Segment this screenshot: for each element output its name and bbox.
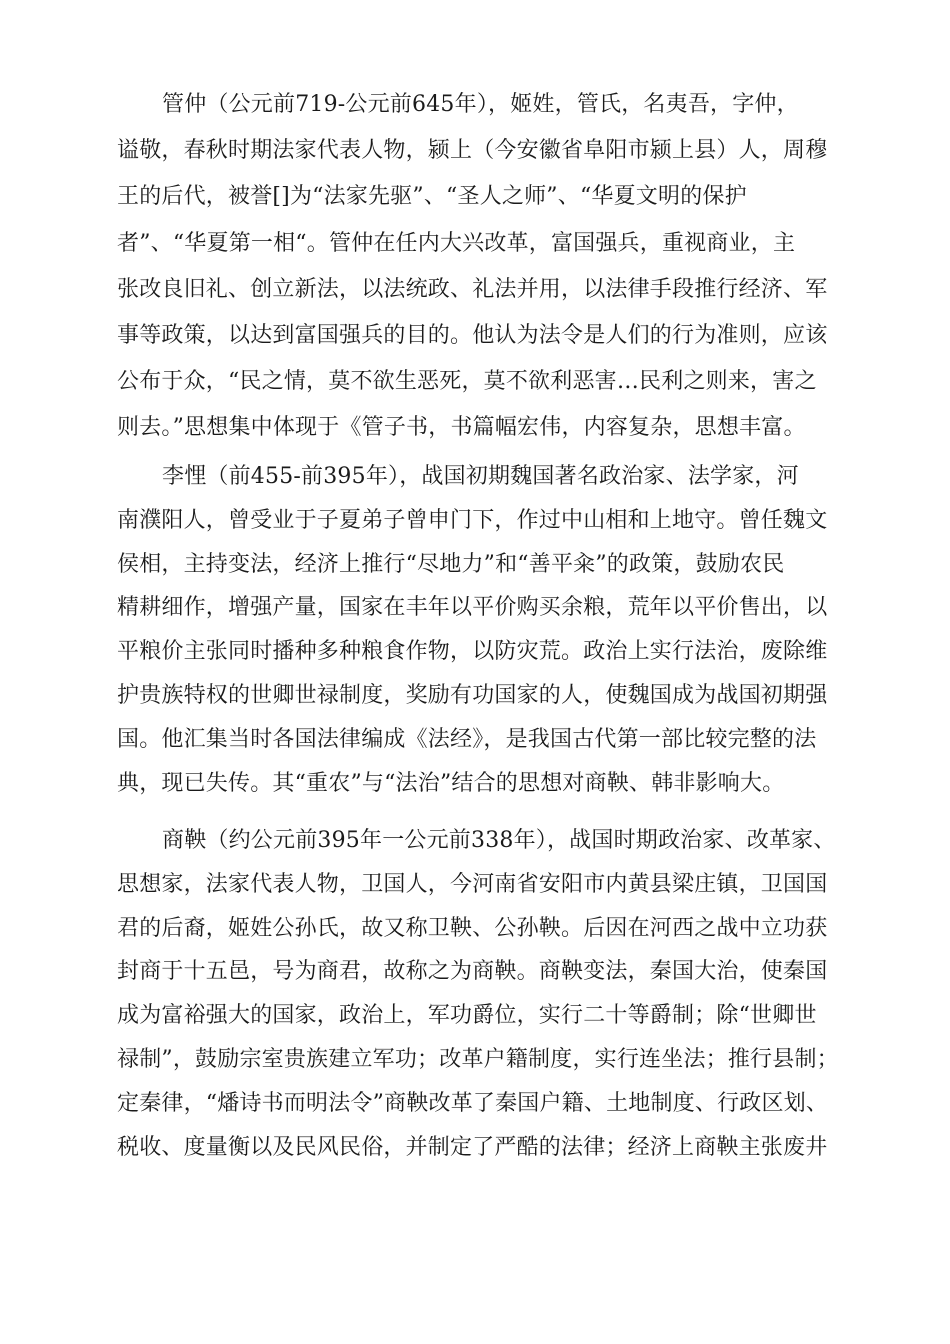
text-line: 成为富裕强大的国家，政治上，军功爵位，实行二十等爵制；除“世卿世 bbox=[117, 1003, 817, 1028]
text-line: 典，现已失传。其“重农”与“法治”结合的思想对商鞅、韩非影响大。 bbox=[117, 771, 785, 796]
text-line: 封商于十五邑，号为商君，故称之为商鞅。商鞅变法，秦国大治，使秦国 bbox=[117, 959, 828, 984]
text-line: 护贵族特权的世卿世禄制度，奖励有功国家的人，使魏国成为战国初期强 bbox=[117, 683, 828, 708]
text-line: 王的后代，被誉[]为“法家先驱”、“圣人之师”、“华夏文明的保护 bbox=[117, 184, 747, 209]
text-line: 税收、度量衡以及民风民俗，并制定了严酷的法律；经济上商鞅主张废井 bbox=[117, 1135, 828, 1160]
text-line: 张改良旧礼、创立新法，以法统政、礼法并用，以法律手段推行经济、军 bbox=[117, 277, 828, 302]
text-line: 君的后裔，姬姓公孙氏，故又称卫鞅、公孙鞅。后因在河西之战中立功获 bbox=[117, 916, 828, 941]
text-line: 侯相，主持变法，经济上推行“尽地力”和“善平籴”的政策，鼓励农民 bbox=[117, 552, 785, 577]
text-line: 定秦律，“燔诗书而明法令”商鞅改革了秦国户籍、土地制度、行政区划、 bbox=[117, 1091, 829, 1116]
text-line: 则去。”思想集中体现于《管子书，书篇幅宏伟，内容复杂，思想丰富。 bbox=[117, 415, 806, 440]
text-line: 李悝（前455-前395年），战国初期魏国著名政治家、法学家，河 bbox=[162, 464, 799, 489]
text-line: 精耕细作，增强产量，国家在丰年以平价购买余粮，荒年以平价售出，以 bbox=[117, 595, 828, 620]
text-line: 南濮阳人，曾受业于子夏弟子曾申门下，作过中山相和上地守。曾任魏文 bbox=[117, 508, 828, 533]
text-line: 管仲（公元前719-公元前645年），姬姓，管氏，名夷吾，字仲， bbox=[162, 92, 799, 117]
text-line: 谥敬，春秋时期法家代表人物，颍上（今安徽省阜阳市颍上县）人，周穆 bbox=[117, 138, 828, 163]
text-line: 思想家，法家代表人物，卫国人，今河南省安阳市内黄县梁庄镇，卫国国 bbox=[117, 872, 828, 897]
text-line: 国。他汇集当时各国法律编成《法经》，是我国古代第一部比较完整的法 bbox=[117, 727, 817, 752]
text-line: 事等政策，以达到富国强兵的目的。他认为法令是人们的行为准则，应该 bbox=[117, 323, 828, 348]
text-line: 禄制”，鼓励宗室贵族建立军功；改革户籍制度，实行连坐法；推行县制； bbox=[117, 1047, 839, 1072]
text-line: 者”、“华夏第一相“。管仲在任内大兴改革，富国强兵，重视商业，主 bbox=[117, 231, 796, 256]
text-line: 公布于众，“民之情，莫不欲生恶死，莫不欲利恶害…民利之则来，害之 bbox=[117, 369, 817, 394]
text-line: 平粮价主张同时播种多种粮食作物，以防灾荒。政治上实行法治，废除维 bbox=[117, 639, 828, 664]
text-line: 商鞅（约公元前395年一公元前338年），战国时期政治家、改革家、 bbox=[162, 828, 836, 853]
